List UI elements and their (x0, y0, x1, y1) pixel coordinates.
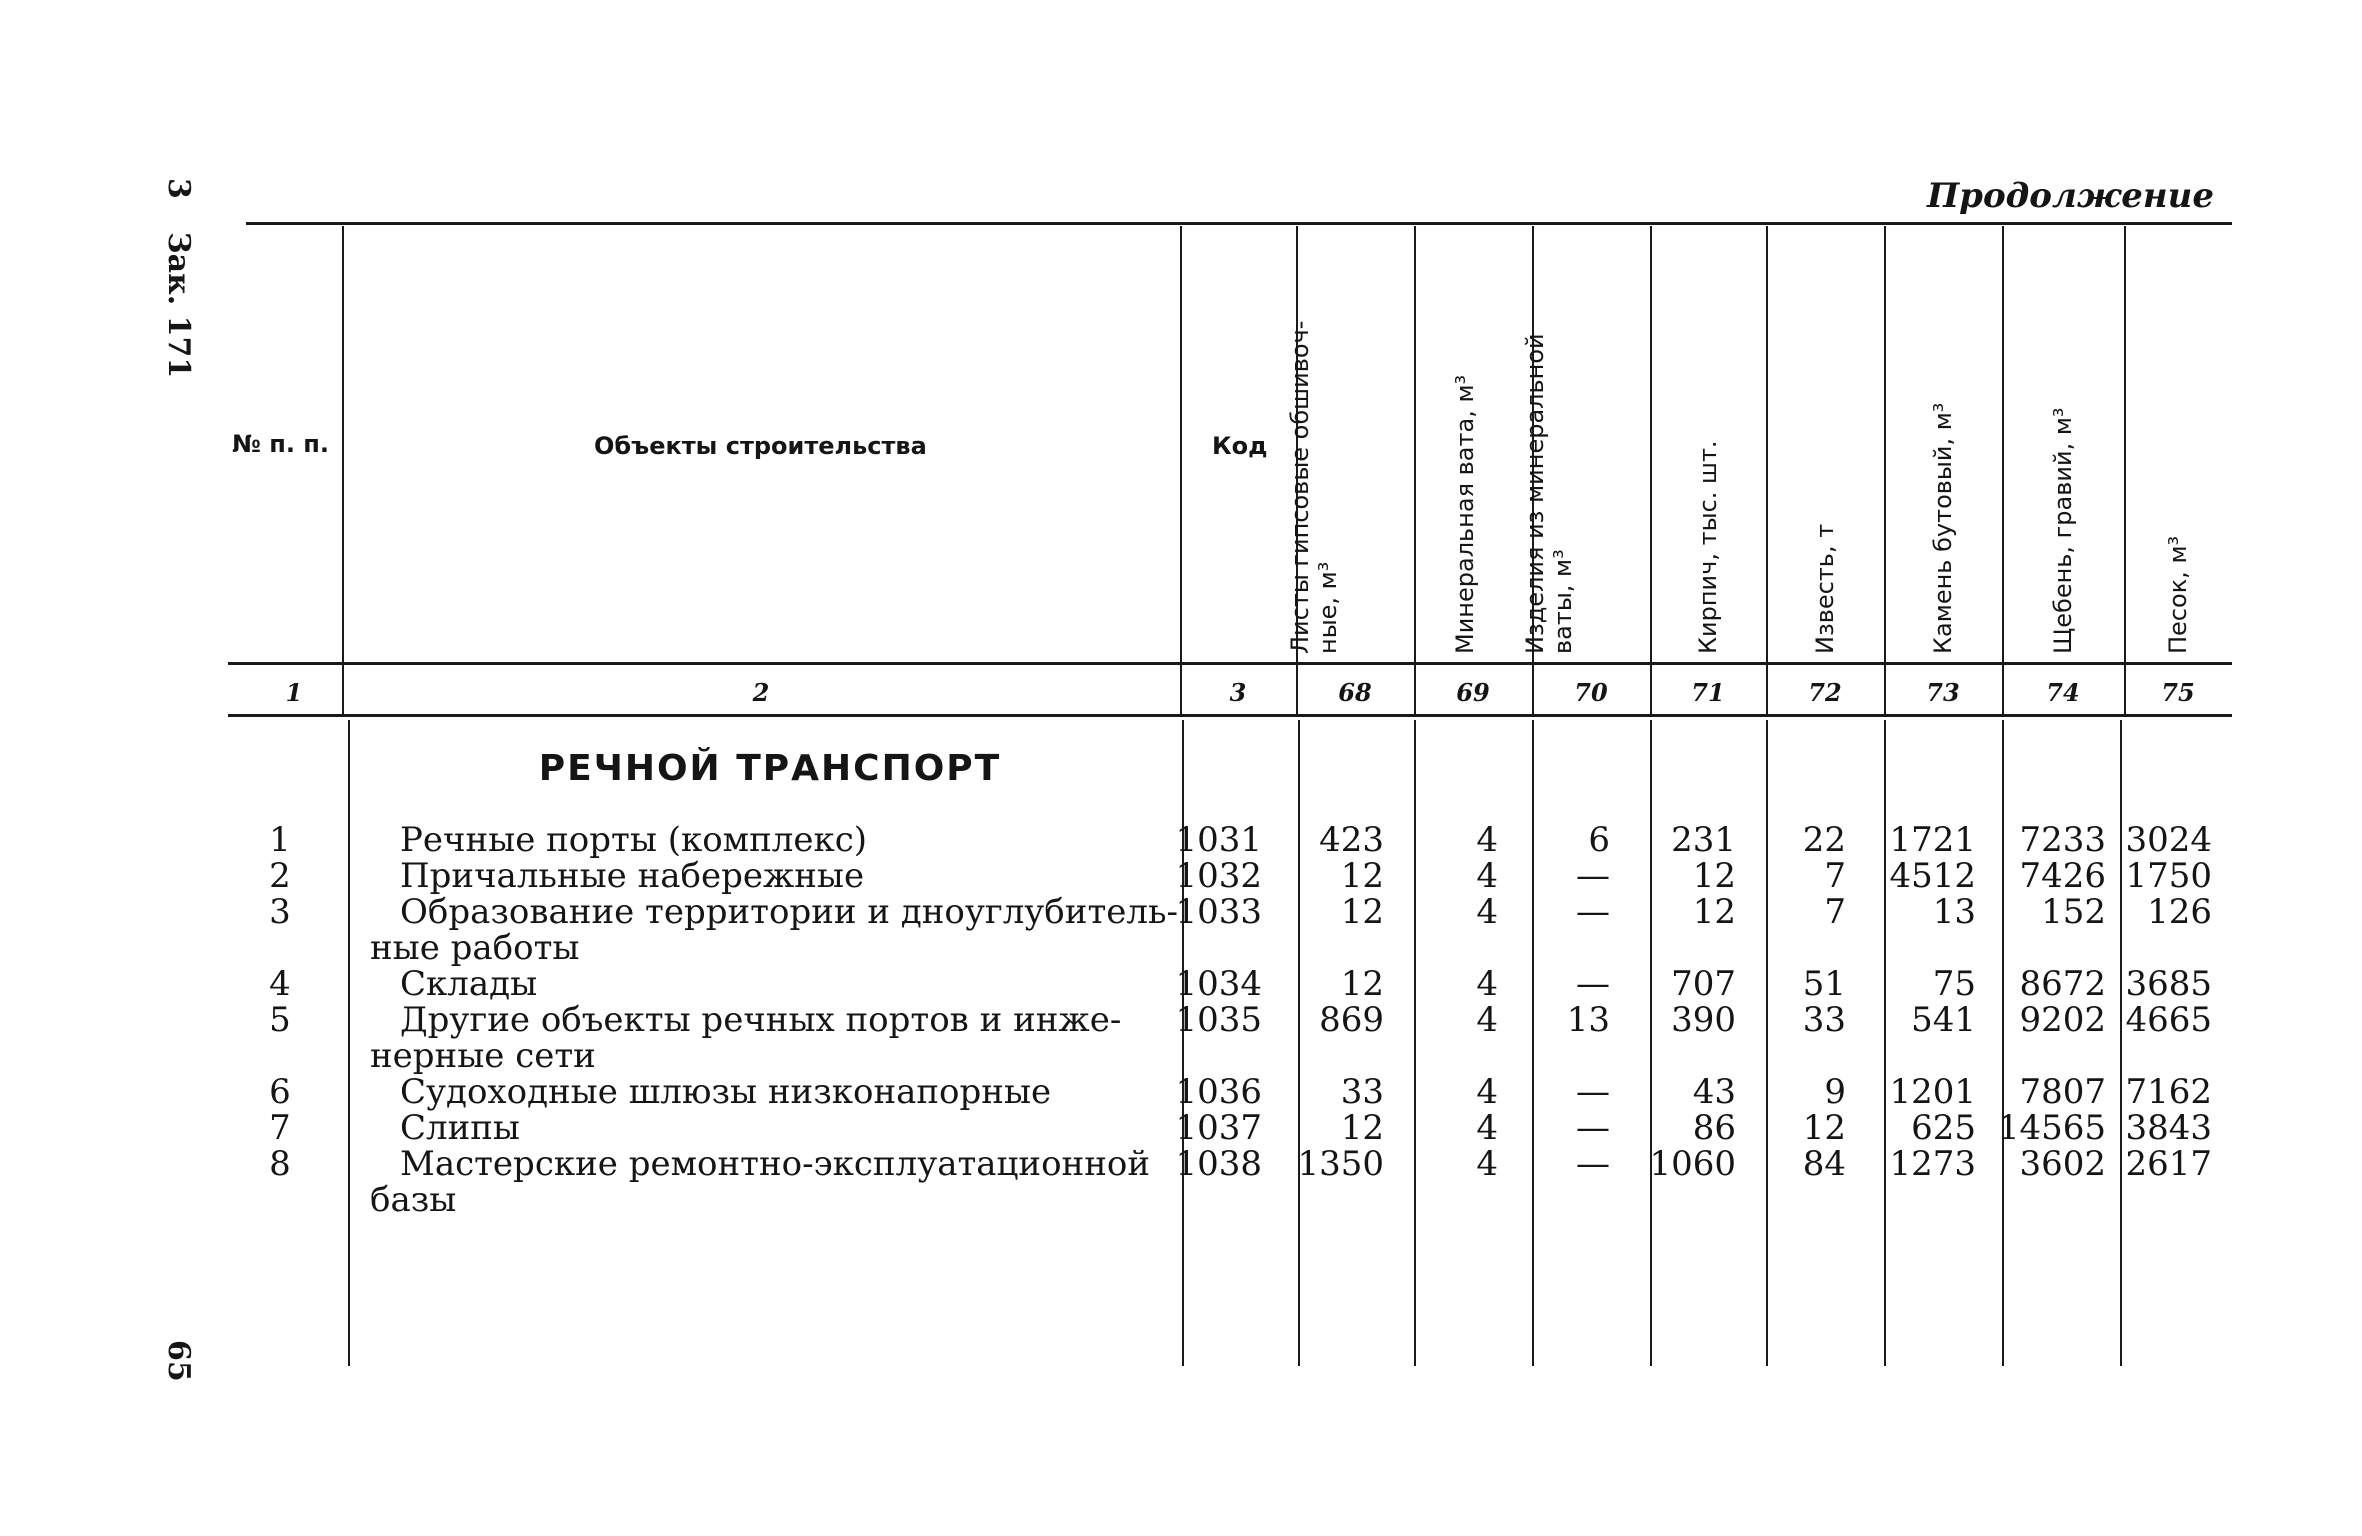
cell-v68: 869 (1319, 1000, 1384, 1040)
cell-v69: 4 (1476, 964, 1498, 1004)
cell-v74: 3602 (2019, 1144, 2106, 1184)
cell-v69: 4 (1476, 856, 1498, 896)
cell-v73: 1201 (1889, 1072, 1976, 1112)
cell-v71: 12 (1692, 892, 1736, 932)
body-divider (1298, 720, 1300, 1366)
table-row (0, 858, 2362, 894)
cell-v73: 4512 (1889, 856, 1976, 896)
cell-v68: 12 (1340, 964, 1384, 1004)
cell-v68: 1350 (1297, 1144, 1384, 1184)
cell-v68: 423 (1319, 820, 1384, 860)
row-object-continuation: нерные сети (370, 1036, 596, 1076)
order-number: Зак. 171 (161, 232, 196, 379)
row-number: 5 (269, 1000, 291, 1040)
cell-v73: 13 (1932, 892, 1976, 932)
row-number: 6 (269, 1072, 291, 1112)
cell-v69: 4 (1476, 1144, 1498, 1184)
header-c75: Песок, м³ (2164, 535, 2192, 654)
cell-v75: 1750 (2125, 856, 2212, 896)
header-bottom-rule (228, 662, 2232, 665)
cell-v69: 4 (1476, 1000, 1498, 1040)
cell-v70: — (1576, 1108, 1610, 1148)
header-code: Код (1212, 432, 1268, 460)
cell-code: 1032 (1175, 856, 1262, 896)
cell-v72: 7 (1824, 892, 1846, 932)
cell-code: 1034 (1175, 964, 1262, 1004)
header-c70: Изделия из минеральной ваты, м³ (1521, 333, 1577, 654)
cell-v68: 12 (1340, 1108, 1384, 1148)
cell-v68: 12 (1340, 856, 1384, 896)
cell-v74: 7233 (2019, 820, 2106, 860)
colnum-bottom-rule (228, 714, 2232, 717)
cell-v75: 3685 (2125, 964, 2212, 1004)
header-c74: Щебень, гравий, м³ (2049, 407, 2077, 654)
cell-v72: 12 (1802, 1108, 1846, 1148)
column-number: 1 (285, 678, 303, 707)
column-number: 70 (1574, 678, 1608, 707)
cell-v69: 4 (1476, 1108, 1498, 1148)
header-object: Объекты строительства (594, 432, 927, 460)
cell-code: 1038 (1175, 1144, 1262, 1184)
continuation-label: Продолжение (1927, 176, 2214, 216)
cell-v74: 152 (2041, 892, 2106, 932)
cell-v73: 75 (1932, 964, 1976, 1004)
header-c71: Кирпич, тыс. шт. (1694, 440, 1722, 654)
cell-v74: 9202 (2019, 1000, 2106, 1040)
table-row (0, 892, 2362, 968)
column-number: 74 (2046, 678, 2080, 707)
cell-v75: 7162 (2125, 1072, 2212, 1112)
column-number: 75 (2161, 678, 2195, 707)
row-number: 1 (269, 820, 291, 860)
cell-v70: — (1576, 1144, 1610, 1184)
table-row (0, 822, 2362, 858)
cell-v75: 3024 (2125, 820, 2212, 860)
page-code: 3 (161, 178, 196, 199)
cell-v71: 390 (1671, 1000, 1736, 1040)
cell-v71: 12 (1692, 856, 1736, 896)
row-number: 3 (269, 892, 291, 932)
cell-v74: 7426 (2019, 856, 2106, 896)
cell-v72: 51 (1802, 964, 1846, 1004)
cell-v69: 4 (1476, 820, 1498, 860)
cell-v73: 541 (1911, 1000, 1976, 1040)
row-number: 8 (269, 1144, 291, 1184)
cell-code: 1031 (1175, 820, 1262, 860)
cell-v71: 707 (1671, 964, 1736, 1004)
header-c73: Камень бутовый, м³ (1929, 402, 1957, 654)
body-divider (1532, 720, 1534, 1366)
table-row (0, 1144, 2362, 1220)
row-object-continuation: базы (370, 1180, 457, 1220)
cell-v70: — (1576, 1072, 1610, 1112)
row-object: Речные порты (комплекс) (400, 820, 868, 860)
row-number: 2 (269, 856, 291, 896)
cell-v73: 1273 (1889, 1144, 1976, 1184)
cell-v72: 9 (1824, 1072, 1846, 1112)
cell-v73: 625 (1911, 1108, 1976, 1148)
cell-code: 1037 (1175, 1108, 1262, 1148)
cell-v72: 33 (1802, 1000, 1846, 1040)
cell-v75: 2617 (2125, 1144, 2212, 1184)
row-object: Другие объекты речных портов и инже- (400, 1000, 1122, 1040)
row-object-continuation: ные работы (370, 928, 580, 968)
page-number: 65 (161, 1340, 196, 1382)
cell-v74: 14565 (1997, 1108, 2106, 1148)
row-number: 7 (269, 1108, 291, 1148)
table-row (0, 1074, 2362, 1110)
col-divider (1180, 226, 1182, 716)
cell-v70: 13 (1566, 1000, 1610, 1040)
cell-v75: 126 (2147, 892, 2212, 932)
body-divider (1182, 720, 1184, 1366)
column-number: 2 (752, 678, 770, 707)
cell-v69: 4 (1476, 1072, 1498, 1112)
cell-v70: — (1576, 892, 1610, 932)
cell-code: 1033 (1175, 892, 1262, 932)
table-row (0, 1000, 2362, 1076)
header-c69: Минеральная вата, м³ (1451, 374, 1479, 654)
cell-v68: 12 (1340, 892, 1384, 932)
cell-v72: 84 (1802, 1144, 1846, 1184)
cell-v70: — (1576, 964, 1610, 1004)
row-number: 4 (269, 964, 291, 1004)
row-object: Склады (400, 964, 538, 1004)
cell-v73: 1721 (1889, 820, 1976, 860)
section-title: РЕЧНОЙ ТРАНСПОРТ (538, 748, 1002, 789)
body-divider (2002, 720, 2004, 1366)
body-divider (2120, 720, 2122, 1366)
cell-v74: 8672 (2019, 964, 2106, 1004)
body-divider (1884, 720, 1886, 1366)
table-row (0, 966, 2362, 1002)
table-top-rule (246, 222, 2232, 225)
body-divider (348, 720, 350, 1366)
cell-v71: 1060 (1649, 1144, 1736, 1184)
body-divider (1650, 720, 1652, 1366)
header-c68: Листы гипсовые обшивоч- ные, м³ (1286, 320, 1342, 654)
cell-v72: 22 (1802, 820, 1846, 860)
body-divider (1414, 720, 1416, 1366)
cell-v70: 6 (1588, 820, 1610, 860)
column-number: 69 (1456, 678, 1490, 707)
column-number: 73 (1926, 678, 1960, 707)
cell-v71: 86 (1692, 1108, 1736, 1148)
row-object: Судоходные шлюзы низконапорные (400, 1072, 1052, 1112)
header-num: № п. п. (232, 430, 329, 458)
cell-code: 1035 (1175, 1000, 1262, 1040)
cell-code: 1036 (1175, 1072, 1262, 1112)
table-row (0, 1110, 2362, 1146)
row-object: Мастерские ремонтно-эксплуатационной (400, 1144, 1150, 1184)
header-c72: Известь, т (1811, 523, 1839, 654)
column-number: 72 (1808, 678, 1842, 707)
cell-v71: 43 (1692, 1072, 1736, 1112)
row-object: Слипы (400, 1108, 520, 1148)
cell-v71: 231 (1671, 820, 1736, 860)
column-number: 71 (1691, 678, 1725, 707)
cell-v75: 3843 (2125, 1108, 2212, 1148)
column-number: 68 (1338, 678, 1372, 707)
col-divider (342, 226, 344, 716)
cell-v74: 7807 (2019, 1072, 2106, 1112)
cell-v72: 7 (1824, 856, 1846, 896)
row-object: Образование территории и дноуглубитель- (400, 892, 1178, 932)
cell-v75: 4665 (2125, 1000, 2212, 1040)
body-divider (1766, 720, 1768, 1366)
row-object: Причальные набережные (400, 856, 865, 896)
cell-v68: 33 (1340, 1072, 1384, 1112)
column-number: 3 (1229, 678, 1247, 707)
cell-v70: — (1576, 856, 1610, 896)
cell-v69: 4 (1476, 892, 1498, 932)
